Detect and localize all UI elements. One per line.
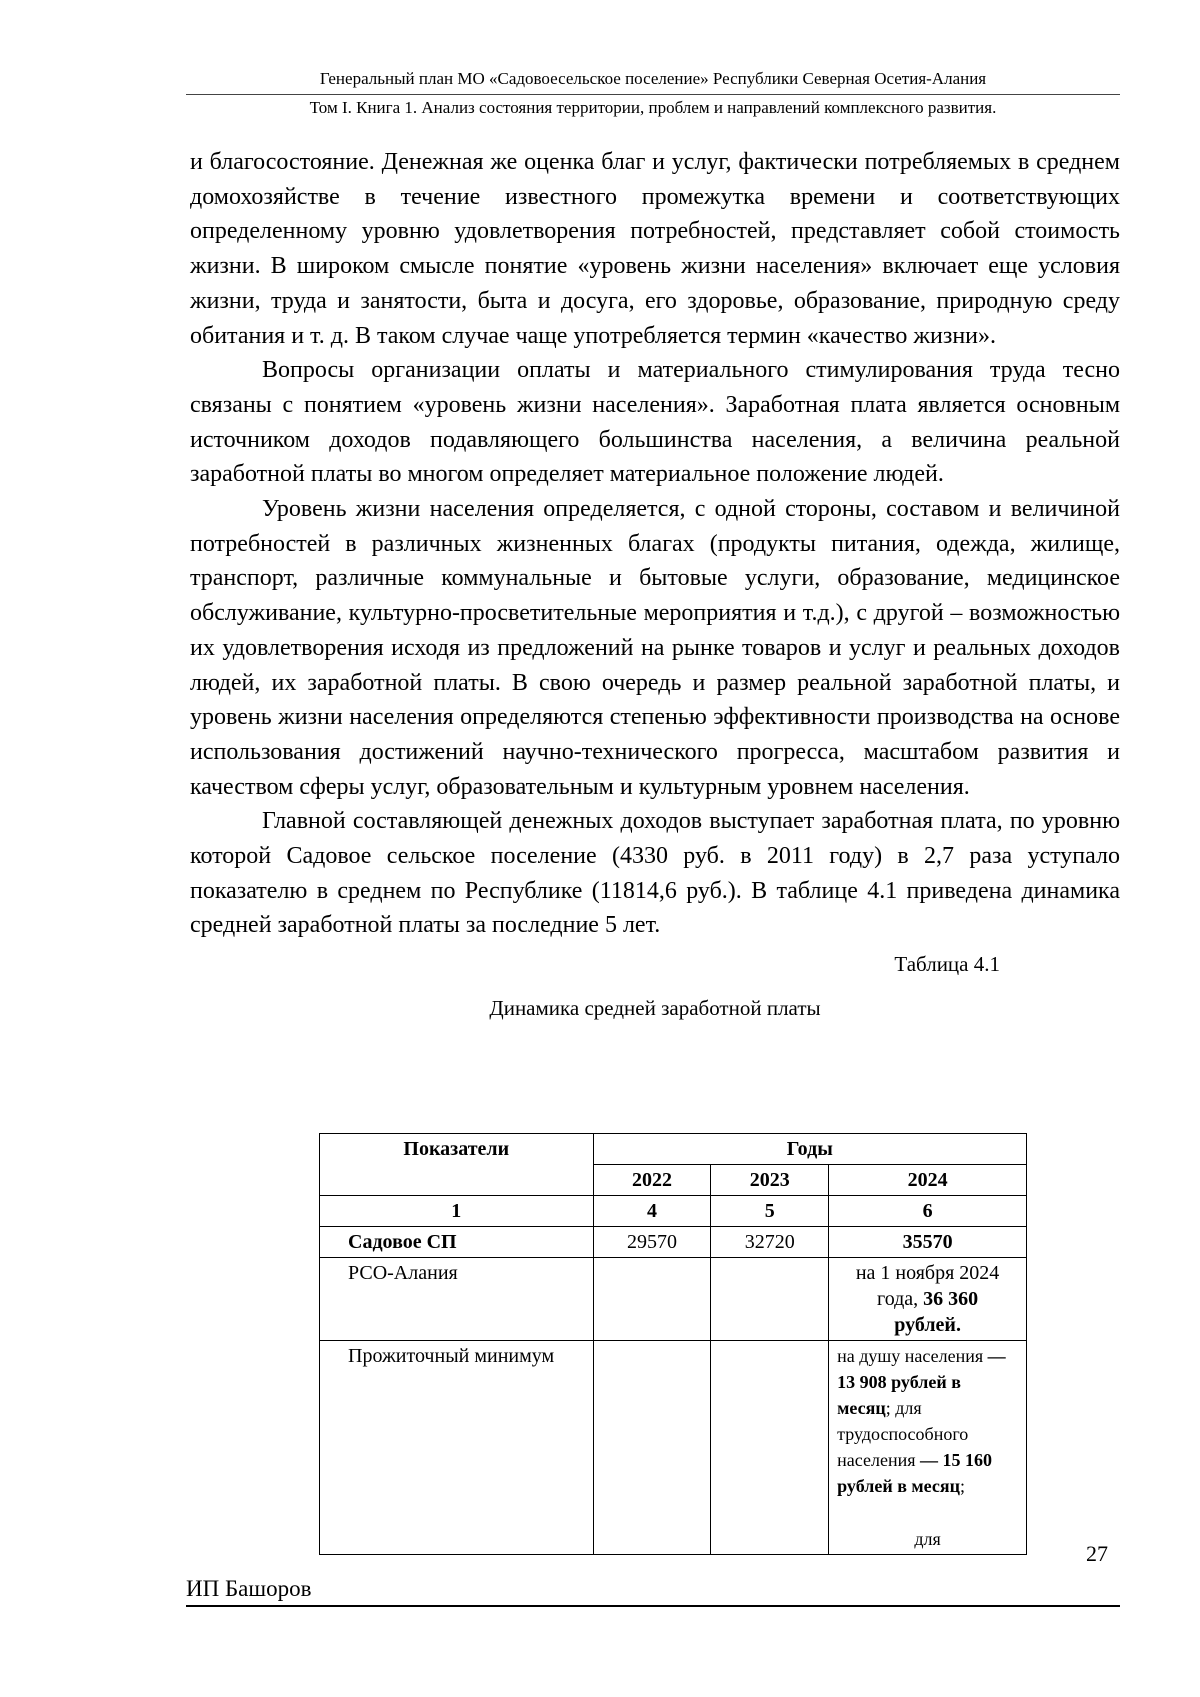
table-number: Таблица 4.1 [894, 952, 1000, 977]
table-row-rso [320, 1258, 1027, 1341]
year-2022: 2022 [593, 1165, 711, 1196]
minimum-part-2: ; для трудоспособного населения [837, 1398, 969, 1470]
page-number: 27 [1086, 1541, 1108, 1566]
colnum-6: 6 [829, 1196, 1027, 1227]
paragraph-2: Вопросы организации оплаты и материального стимулирования труда тесно связаны с понятием «уровень жизни населения». Заработная плата является основным источником доходов подавляющего большинства населения, а величина реальной заработной платы во многом определяет материальное положение людей. [190, 357, 1120, 488]
body-text [190, 145, 1120, 1023]
paragraph-1: и благосостояние. Денежная же оценка благ и услуг, фактически потребляемых в среднем домохозяйстве в течение известного промежутка времени и соответствующих определенному уровню удовлетворения потребностей, представляет собой стоимость жизни. В широком смысле понятие «уровень жизни населения» включает еще условия жизни, труда и занятости, быта и досуга, его здоровье, образование, природную среду обитания и т. д. В таком случае чаще употребляется термин «качество жизни». [190, 149, 1120, 349]
minimum-tail: для [914, 1529, 941, 1549]
header-indicators: Показатели [320, 1134, 594, 1196]
cell-rso-2024 [829, 1258, 1027, 1341]
row-label-rso: РСО-Алания [320, 1258, 594, 1341]
cell-sadovoe-2024: 35570 [829, 1227, 1027, 1258]
rso-note-plain: на 1 ноября 2024 года, [855, 1262, 1000, 1310]
cell-minimum-2023 [711, 1341, 829, 1555]
colnum-5: 5 [711, 1196, 829, 1227]
header-line-2: Том I. Книга 1. Анализ состояния территории, проблем и направлений комплексного развития. [309, 98, 997, 117]
cell-rso-2022 [593, 1258, 711, 1341]
minimum-part-3: ; [960, 1476, 966, 1496]
cell-sadovoe-2022: 29570 [593, 1227, 711, 1258]
minimum-part-1: на душу населения [837, 1346, 988, 1366]
minimum-bold-1: — 13 908 рублей в месяц [837, 1346, 1006, 1418]
cell-minimum-2022 [593, 1341, 711, 1555]
cell-minimum-2024 [829, 1341, 1027, 1555]
paragraph-3: Уровень жизни населения определяется, с одной стороны, составом и величиной потребностей в различных жизненных благах (продукты питания, одежда, жилище, транспорт, различные коммунальные и бытовые услуги, образование, медицинское обслуживание, культурно-просветительные мероприятия и т.д.), с другой – возможностью их удовлетворения исходя из предложений на рынке товаров и услуг и реальных доходов людей, их заработной платы. В свою очередь и размер реальной заработной платы, и уровень жизни населения определяются степенью эффективности производства на основе использования достижений научно-технического прогресса, масштабом развития и качеством сферы услуг, образовательным и культурным уровнем населения. [190, 496, 1120, 800]
colnum-4: 4 [593, 1196, 711, 1227]
page-footer: ИП Башоров [186, 1576, 1120, 1607]
page-header [186, 66, 1120, 121]
year-2024: 2024 [829, 1165, 1027, 1196]
minimum-bold-2: — 15 160 рублей в месяц [837, 1450, 992, 1496]
table-colnum-row [320, 1196, 1027, 1227]
header-line-1: Генеральный план МО «Садовоесельское поселение» Республики Северная Осетия-Алания [186, 66, 1120, 95]
cell-rso-2023 [711, 1258, 829, 1341]
table-row-minimum [320, 1341, 1027, 1555]
rso-note-bold: 36 360 рублей. [894, 1288, 979, 1336]
salary-table [319, 1133, 1027, 1555]
row-label-sadovoe: Садовое СП [320, 1227, 594, 1258]
paragraph-4: Главной составляющей денежных доходов выступает заработная плата, по уровню которой Садовое сельское поселение (4330 руб. в 2011 году) в 2,7 раза уступало показателю в среднем по Республике (11814,6 руб.). В таблице 4.1 приведена динамика средней заработной платы за последние 5 лет. [190, 808, 1120, 939]
table-row-sadovoe [320, 1227, 1027, 1258]
cell-sadovoe-2023: 32720 [711, 1227, 829, 1258]
table-caption: Динамика средней заработной платы [489, 996, 821, 1021]
row-label-minimum: Прожиточный минимум [320, 1341, 594, 1555]
table-header-row [320, 1134, 1027, 1165]
colnum-1: 1 [320, 1196, 594, 1227]
year-2023: 2023 [711, 1165, 829, 1196]
header-years: Годы [593, 1134, 1026, 1165]
